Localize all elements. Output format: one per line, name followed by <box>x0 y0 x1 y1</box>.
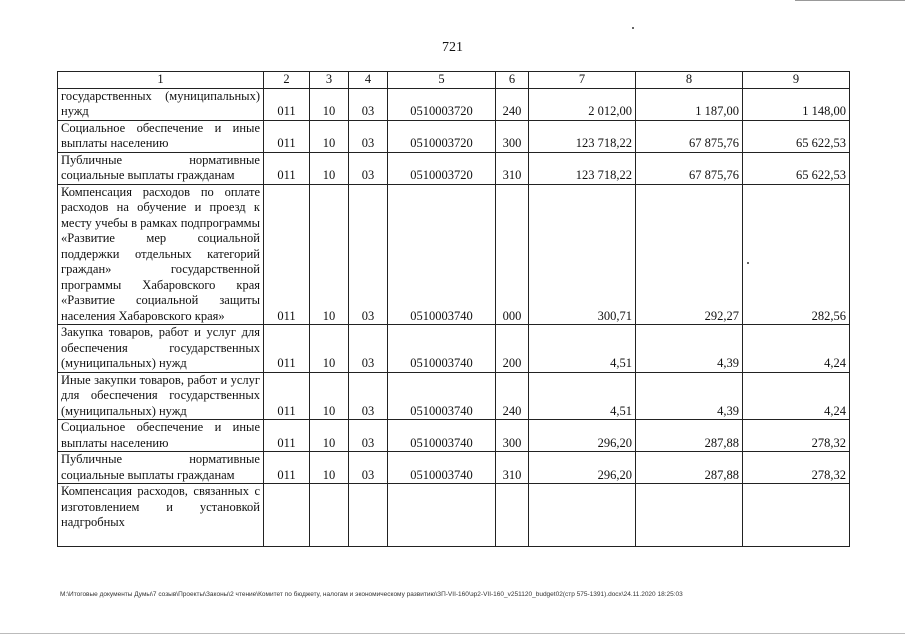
cell-subsection: 03 <box>349 452 388 484</box>
cell-expense-type: 310 <box>496 152 529 184</box>
scan-edge-line <box>0 633 905 634</box>
table-row <box>58 120 850 152</box>
cell-expense-type: 310 <box>496 452 529 484</box>
cell-amount-col9: 65 622,53 <box>743 120 850 152</box>
header-cell: 7 <box>529 72 636 89</box>
cell-section: 10 <box>310 120 349 152</box>
cell-amount-col8: 4,39 <box>636 325 743 373</box>
row-description: Публичные нормативные социальные выплаты гражданам <box>58 152 264 184</box>
cell-section: 10 <box>310 372 349 420</box>
row-description: Социальное обеспечение и иные выплаты населению <box>58 120 264 152</box>
table-row <box>58 152 850 184</box>
cell-expense-type: 240 <box>496 88 529 120</box>
cell-expense-type: 240 <box>496 372 529 420</box>
cell-ministry-code: 011 <box>264 152 310 184</box>
cell-section: 10 <box>310 452 349 484</box>
scan-edge-line <box>795 0 905 1</box>
cell-amount-col8: 287,88 <box>636 420 743 452</box>
row-description: Закупка товаров, работ и услуг для обеспечения государственных (муниципальных) нужд <box>58 325 264 373</box>
row-description: Публичные нормативные социальные выплаты гражданам <box>58 452 264 484</box>
empty-cell <box>636 484 743 547</box>
cell-section: 10 <box>310 184 349 325</box>
cell-amount-col9: 65 622,53 <box>743 152 850 184</box>
cell-subsection: 03 <box>349 420 388 452</box>
empty-cell <box>529 484 636 547</box>
cell-amount-col9: 278,32 <box>743 420 850 452</box>
cell-subsection: 03 <box>349 120 388 152</box>
cell-target-article: 0510003720 <box>388 152 496 184</box>
budget-table <box>57 71 850 547</box>
empty-cell <box>743 484 850 547</box>
row-description: Компенсация расходов, связанных с изготовлением и установкой надгробных <box>58 484 264 547</box>
cell-section: 10 <box>310 325 349 373</box>
row-description: Иные закупки товаров, работ и услуг для обеспечения государственных (муниципальных) нужд <box>58 372 264 420</box>
cell-ministry-code: 011 <box>264 452 310 484</box>
cell-amount-col8: 67 875,76 <box>636 152 743 184</box>
footer-file-path: M:\Итоговые документы Думы\7 созыв\Проекты\Законы\2 чтение\Комитет по бюджету, налогам и экономическому развитию\ЗП-VII-160\зp2-VII-160_v251120_budget02(стр 575-1391).docx\24.11.2020 18:25:03 <box>60 591 683 598</box>
cell-target-article: 0510003720 <box>388 88 496 120</box>
table-row <box>58 325 850 373</box>
empty-cell <box>496 484 529 547</box>
header-cell: 1 <box>58 72 264 89</box>
cell-amount-col9: 278,32 <box>743 452 850 484</box>
header-row <box>58 72 850 89</box>
cell-amount-col8: 292,27 <box>636 184 743 325</box>
cell-subsection: 03 <box>349 325 388 373</box>
cell-ministry-code: 011 <box>264 372 310 420</box>
header-cell: 5 <box>388 72 496 89</box>
cell-amount-col8: 287,88 <box>636 452 743 484</box>
cell-ministry-code: 011 <box>264 184 310 325</box>
cell-amount-col7: 2 012,00 <box>529 88 636 120</box>
cell-target-article: 0510003740 <box>388 184 496 325</box>
cell-section: 10 <box>310 152 349 184</box>
cell-target-article: 0510003740 <box>388 325 496 373</box>
cell-subsection: 03 <box>349 152 388 184</box>
cell-section: 10 <box>310 420 349 452</box>
scan-speck <box>632 27 634 29</box>
table-row <box>58 184 850 325</box>
empty-cell <box>264 484 310 547</box>
cell-amount-col7: 123 718,22 <box>529 120 636 152</box>
table-row <box>58 452 850 484</box>
cell-ministry-code: 011 <box>264 420 310 452</box>
cell-amount-col8: 67 875,76 <box>636 120 743 152</box>
cell-subsection: 03 <box>349 372 388 420</box>
empty-cell <box>310 484 349 547</box>
header-cell: 4 <box>349 72 388 89</box>
cell-section: 10 <box>310 88 349 120</box>
table-row <box>58 420 850 452</box>
cell-expense-type: 300 <box>496 120 529 152</box>
cell-amount-col9: 4,24 <box>743 325 850 373</box>
empty-cell <box>349 484 388 547</box>
cell-amount-col9: 1 148,00 <box>743 88 850 120</box>
cell-target-article: 0510003740 <box>388 372 496 420</box>
table-row <box>58 372 850 420</box>
cell-target-article: 0510003720 <box>388 120 496 152</box>
cell-amount-col7: 4,51 <box>529 325 636 373</box>
row-description: государственных (муниципальных) нужд <box>58 88 264 120</box>
cell-amount-col7: 300,71 <box>529 184 636 325</box>
cell-ministry-code: 011 <box>264 325 310 373</box>
row-description: Компенсация расходов по оплате расходов на обучение и проезд к месту учебы в рамках подпрограммы «Развитие мер социальной поддержки отдельных категорий граждан» государственной программы Хабаровского края «Развитие социальной защиты населения Хабаровского края» <box>58 184 264 325</box>
cell-target-article: 0510003740 <box>388 452 496 484</box>
row-description: Социальное обеспечение и иные выплаты населению <box>58 420 264 452</box>
cell-ministry-code: 011 <box>264 88 310 120</box>
header-cell: 9 <box>743 72 850 89</box>
cell-subsection: 03 <box>349 88 388 120</box>
cell-subsection: 03 <box>349 184 388 325</box>
cell-target-article: 0510003740 <box>388 420 496 452</box>
cell-amount-col9: 282,56 <box>743 184 850 325</box>
cell-amount-col9: 4,24 <box>743 372 850 420</box>
cell-amount-col7: 123 718,22 <box>529 152 636 184</box>
header-cell: 6 <box>496 72 529 89</box>
header-cell: 2 <box>264 72 310 89</box>
cell-amount-col7: 296,20 <box>529 452 636 484</box>
cell-expense-type: 200 <box>496 325 529 373</box>
cell-amount-col7: 296,20 <box>529 420 636 452</box>
cell-expense-type: 000 <box>496 184 529 325</box>
table-row-continued <box>58 484 850 547</box>
cell-amount-col8: 1 187,00 <box>636 88 743 120</box>
cell-amount-col7: 4,51 <box>529 372 636 420</box>
cell-ministry-code: 011 <box>264 120 310 152</box>
empty-cell <box>388 484 496 547</box>
header-cell: 3 <box>310 72 349 89</box>
cell-amount-col8: 4,39 <box>636 372 743 420</box>
table-row <box>58 88 850 120</box>
cell-expense-type: 300 <box>496 420 529 452</box>
page-number: 721 <box>442 40 463 55</box>
header-cell: 8 <box>636 72 743 89</box>
